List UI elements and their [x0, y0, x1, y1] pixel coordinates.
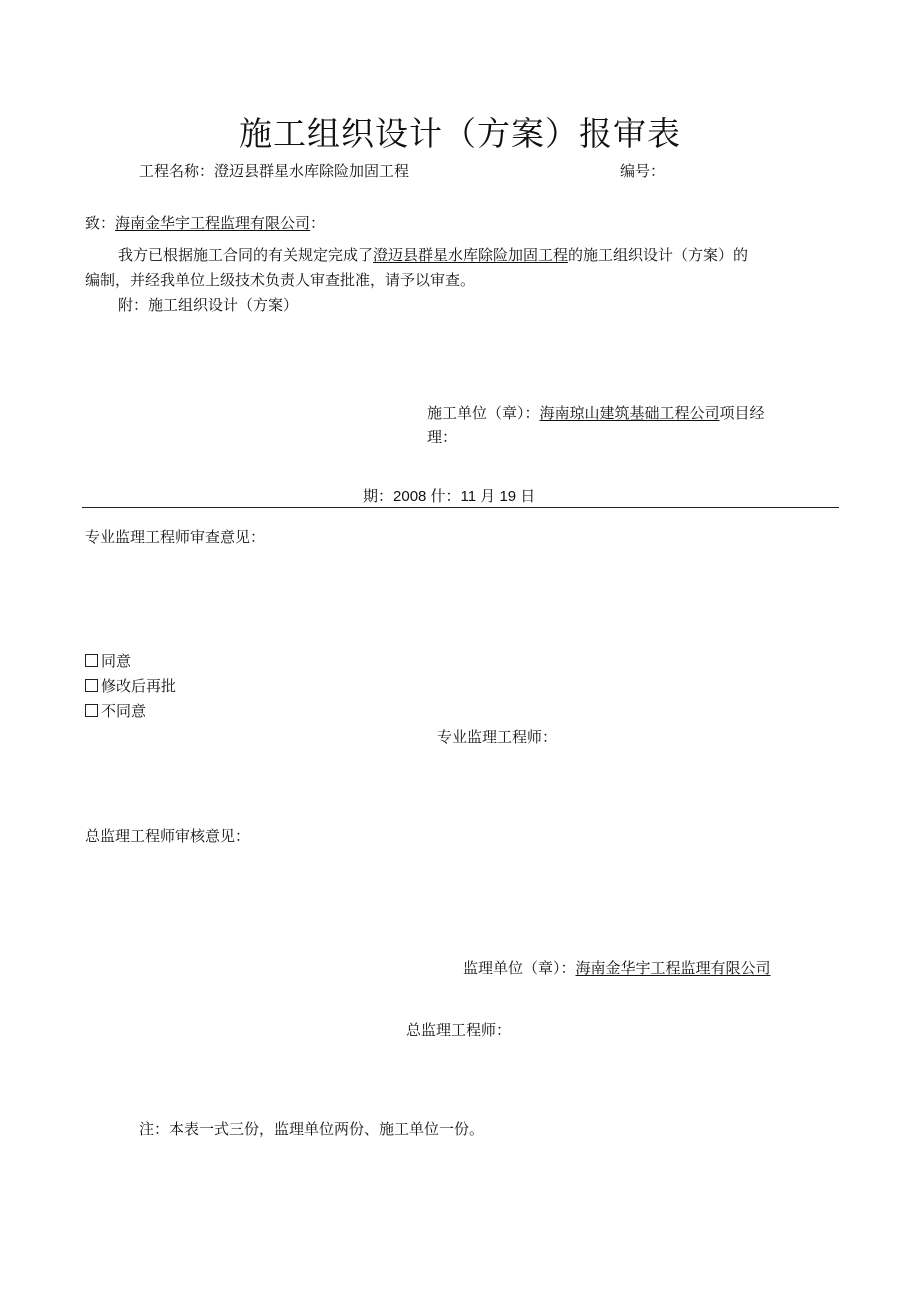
- option-disagree[interactable]: [85, 701, 146, 721]
- body-line-2: 编制，并经我单位上级技术负责人审查批准，请予以审查。: [85, 271, 476, 289]
- checkbox-disagree[interactable]: [85, 704, 98, 717]
- supervisor-unit-name: 海南金华宇工程监理有限公司: [575, 959, 771, 977]
- chief-review-heading: 总监理工程师审核意见：: [85, 827, 251, 845]
- contractor-label: 施工单位（章）：: [427, 404, 540, 422]
- number-label: 编号：: [620, 162, 666, 180]
- section-divider: [82, 507, 839, 508]
- addressee-prefix: 致：: [85, 214, 116, 232]
- addressee-line: [85, 213, 325, 233]
- date-prefix: 期：: [363, 487, 394, 505]
- option-agree-label: 同意: [101, 652, 132, 670]
- review-signer: 专业监理工程师：: [437, 728, 558, 746]
- project-label: 工程名称：: [139, 162, 215, 180]
- date-line: [363, 486, 535, 507]
- option-revise[interactable]: [85, 676, 176, 696]
- checkbox-agree[interactable]: [85, 654, 98, 667]
- manager-label-a: 项目经: [719, 404, 765, 422]
- date-value: 2008 什：11 月 19 日: [393, 488, 536, 505]
- body-line-1: [118, 245, 748, 265]
- addressee-name: 海南金华宇工程监理有限公司: [115, 214, 311, 232]
- supervisor-unit-line: [463, 958, 771, 978]
- body-text-b: 的施工组织设计（方案）的: [568, 246, 749, 264]
- project-name: 澄迈县群星水库除险加固工程: [214, 162, 410, 180]
- project-line: [139, 161, 409, 181]
- contractor-name: 海南琼山建筑基础工程公司: [539, 404, 720, 422]
- option-revise-label: 修改后再批: [101, 677, 177, 695]
- form-title: 施工组织设计（方案）报审表: [239, 114, 681, 153]
- option-disagree-label: 不同意: [101, 702, 147, 720]
- form-note: 注：本表一式三份，监理单位两份、施工单位一份。: [139, 1120, 485, 1138]
- attachment-line: 附：施工组织设计（方案）: [118, 296, 299, 314]
- option-agree[interactable]: [85, 651, 131, 671]
- supervisor-unit-label: 监理单位（章）：: [463, 959, 576, 977]
- addressee-suffix: ：: [310, 214, 326, 232]
- review-heading: 专业监理工程师审查意见：: [85, 528, 266, 546]
- checkbox-revise[interactable]: [85, 679, 98, 692]
- manager-label-b: 理：: [427, 428, 458, 446]
- body-text-a: 我方已根据施工合同的有关规定完成了: [118, 246, 374, 264]
- chief-signer: 总监理工程师：: [406, 1021, 512, 1039]
- contractor-line: [427, 403, 765, 423]
- body-project-name: 澄迈县群星水库除险加固工程: [373, 246, 569, 264]
